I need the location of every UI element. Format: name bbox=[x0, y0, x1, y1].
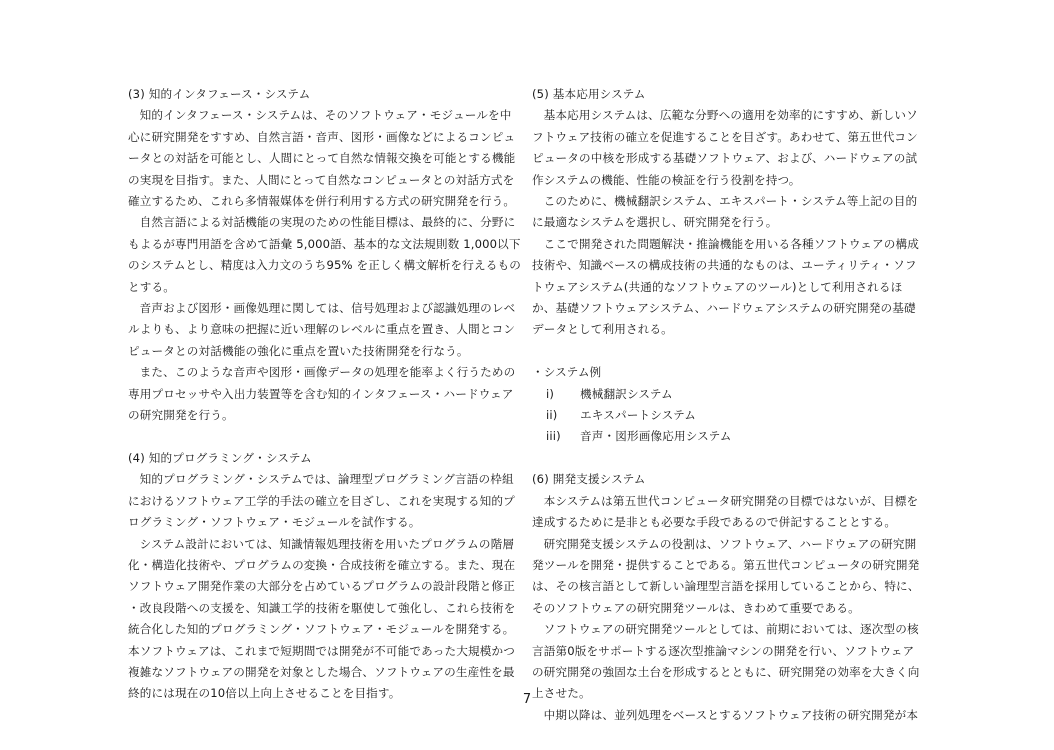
text-line: システム設計においては、知識情報処理技術を用いたプログラムの階層 bbox=[139, 536, 515, 551]
text-line: 心に研究開発をすすめ、自然言語・音声、図形・画像などによるコンピュ bbox=[128, 129, 516, 144]
list-item-text: エキスパートシステム bbox=[580, 408, 697, 423]
text-line: 統合化した知的プログラミング・ソフトウェア・モジュールを開発する。 bbox=[128, 622, 515, 637]
section-5-heading: (5) 基本応用システム bbox=[532, 87, 646, 101]
list-item bbox=[532, 426, 910, 447]
text-line: 基本応用システムは、広範な分野への適用を効率的にすすめ、新しいソ bbox=[543, 108, 918, 123]
text-line: フトウェア技術の確立を促進することを目ざす。あわせて、第五世代コン bbox=[532, 129, 918, 144]
text-line: 自然言語による対話機能の実現のための性能目標は、最終的に、分野に bbox=[139, 215, 516, 230]
section-gap bbox=[532, 448, 910, 469]
text-line: の実現を目指す。また、人間にとって自然なコンピュータとの対話方式を bbox=[128, 172, 515, 187]
text-line: 達成するために是非とも必要な手段であるので併記することとする。 bbox=[532, 515, 897, 530]
text-line: 上させた。 bbox=[532, 686, 591, 701]
section-5 bbox=[532, 84, 919, 448]
text-line: データとして利用される。 bbox=[532, 322, 673, 337]
list-item-number: iii) bbox=[546, 429, 561, 444]
section-6-paragraph-1 bbox=[532, 491, 919, 534]
text-line: 複雑なソフトウェアの開発を対象とした場合、ソフトウェアの生産性を最 bbox=[128, 664, 515, 679]
text-line: 知的インタフェース・システムは、そのソフトウェア・モジュールを中 bbox=[139, 108, 512, 123]
text-line: におけるソフトウェア工学的手法の確立を目ざし、これを実現する知的プ bbox=[128, 493, 515, 508]
text-line: 作システムの機能、性能の検証を行う役割を持つ。 bbox=[532, 172, 801, 187]
text-line: ピュータの中核を形成する基礎ソフトウェア、および、ハードウェアの試 bbox=[532, 151, 918, 166]
text-line: 本ソフトウェアは、これまで短期間では開発が不可能であった大規模かつ bbox=[128, 643, 515, 658]
text-line: そのソフトウェアの研究開発ツールは、きわめて重要である。 bbox=[532, 600, 860, 615]
section-5-paragraph-3 bbox=[532, 234, 919, 341]
section-5-paragraph-1 bbox=[532, 105, 918, 191]
list-item-number: ii) bbox=[546, 408, 558, 423]
section-4-heading: (4) 知的プログラミング・システム bbox=[128, 450, 312, 465]
section-6-paragraph-4 bbox=[532, 705, 919, 726]
section-3-heading: (3) 知的インタフェース・システム bbox=[128, 87, 311, 101]
text-line: また、このような音声や図形・画像データの処理を能率よく行うための bbox=[139, 365, 516, 380]
section-3-paragraph-4 bbox=[128, 362, 516, 426]
text-line: 音声および図形・画像処理に関しては、信号処理および認識処理のレベ bbox=[139, 301, 516, 316]
text-line: このために、機械翻訳システム、エキスパート・システム等上記の目的 bbox=[543, 194, 918, 209]
right-column bbox=[532, 84, 920, 726]
text-line: のシステムとし、精度は入力文のうち95% を正しく構文解析を行えるもの bbox=[128, 258, 521, 273]
text-line: 発ツールを開発・提供することである。第五世代コンピュータの研究開発 bbox=[532, 557, 920, 572]
text-line: ログラミング・ソフトウェア・モジュールを試作する。 bbox=[128, 515, 421, 530]
section-5-paragraph-2 bbox=[532, 191, 918, 234]
text-line: に最適なシステムを選択し、研究開発を行う。 bbox=[532, 215, 778, 230]
text-line: 本システムは第五世代コンピュータ研究開発の目標ではないが、目標を bbox=[543, 493, 919, 508]
text-line: ソフトウェア開発作業の大部分を占めているプログラムの設計段階と修正 bbox=[128, 579, 515, 594]
text-line: 技術や、知識ベースの構成技術の共通的なものは、ユーティリティ・ソフ bbox=[532, 258, 917, 273]
section-4 bbox=[128, 448, 516, 705]
text-line: 知的プログラミング・システムでは、論理型プログラミング言語の枠組 bbox=[139, 472, 514, 487]
text-line: 化・構造化技術や、プログラムの変換・合成技術を確立する。また、現在 bbox=[128, 557, 516, 572]
text-line: 研究開発支援システムの役割は、ソフトウェア、ハードウェアの研究開 bbox=[543, 536, 917, 551]
text-line: ピュータとの対話機能の強化に重点を置いた技術開発を行なう。 bbox=[128, 343, 469, 358]
text-line: トウェアシステム(共通的なソフトウェアのツール)として利用されるほ bbox=[532, 279, 903, 294]
section-4-paragraph-1 bbox=[128, 469, 515, 533]
section-6-heading: (6) 開発支援システム bbox=[532, 472, 646, 487]
text-line: ータとの対話を可能とし、人間にとって自然な情報交換を可能とする機能 bbox=[128, 151, 516, 166]
list-item-text: 機械翻訳システム bbox=[580, 386, 673, 401]
section-6 bbox=[532, 469, 920, 726]
text-line: の研究開発の強固な土台を形成するとともに、研究開発の効率を大きく向 bbox=[532, 664, 920, 679]
text-line: 専用プロセッサや入出力装置等を含む知的インタフェース・ハードウェア bbox=[128, 386, 514, 401]
list-item bbox=[532, 405, 910, 426]
section-3-paragraph-2 bbox=[128, 212, 521, 298]
list-item-number: i) bbox=[546, 386, 555, 401]
text-line: ここで開発された問題解決・推論機能を用いる各種ソフトウェアの構成 bbox=[543, 236, 919, 251]
text-line: 確立するため、これら多情報媒体を併行利用する方式の研究開発を行う。 bbox=[128, 194, 516, 209]
section-gap bbox=[128, 427, 504, 448]
text-line: とする。 bbox=[128, 279, 175, 294]
section-4-paragraph-2 bbox=[128, 534, 516, 705]
text-line: 中期以降は、並列処理をベースとするソフトウェア技術の研究開発が本 bbox=[543, 707, 919, 722]
text-line: は、その核言語として新しい論理型言語を採用していることから、特に、 bbox=[532, 579, 920, 594]
list-item-text: 音声・図形画像応用システム bbox=[580, 429, 732, 444]
system-examples-label: ・システム例 bbox=[532, 365, 602, 380]
section-3 bbox=[128, 84, 521, 427]
text-line: もよるが専門用語を含めて語彙 5,000語、基本的な文法規則数 1,000以下 bbox=[128, 236, 521, 251]
list-item bbox=[532, 384, 910, 405]
section-6-paragraph-2 bbox=[532, 534, 920, 620]
text-line: ルよりも、より意味の把握に近い理解のレベルに重点を置き、人間とコン bbox=[128, 322, 516, 337]
page-number: 7 bbox=[522, 692, 532, 707]
text-line: 終的には現在の10倍以上向上させることを目指す。 bbox=[128, 686, 401, 701]
text-line: の研究開発を行う。 bbox=[128, 408, 234, 423]
text-line: 言語第0版をサポートする逐次型推論マシンの開発を行い、ソフトウェア bbox=[532, 643, 915, 658]
text-line: ソフトウェアの研究開発ツールとしては、前期においては、逐次型の核 bbox=[543, 622, 919, 637]
section-3-paragraph-3 bbox=[128, 298, 516, 362]
left-column bbox=[128, 84, 521, 705]
paragraph-gap bbox=[532, 341, 910, 362]
text-line: ・改良段階への支援を、知識工学的技術を駆使して強化し、これら技術を bbox=[128, 600, 516, 615]
section-3-paragraph-1 bbox=[128, 105, 516, 212]
text-line: か、基礎ソフトウェアシステム、ハードウェアシステムの研究開発の基礎 bbox=[532, 301, 916, 316]
